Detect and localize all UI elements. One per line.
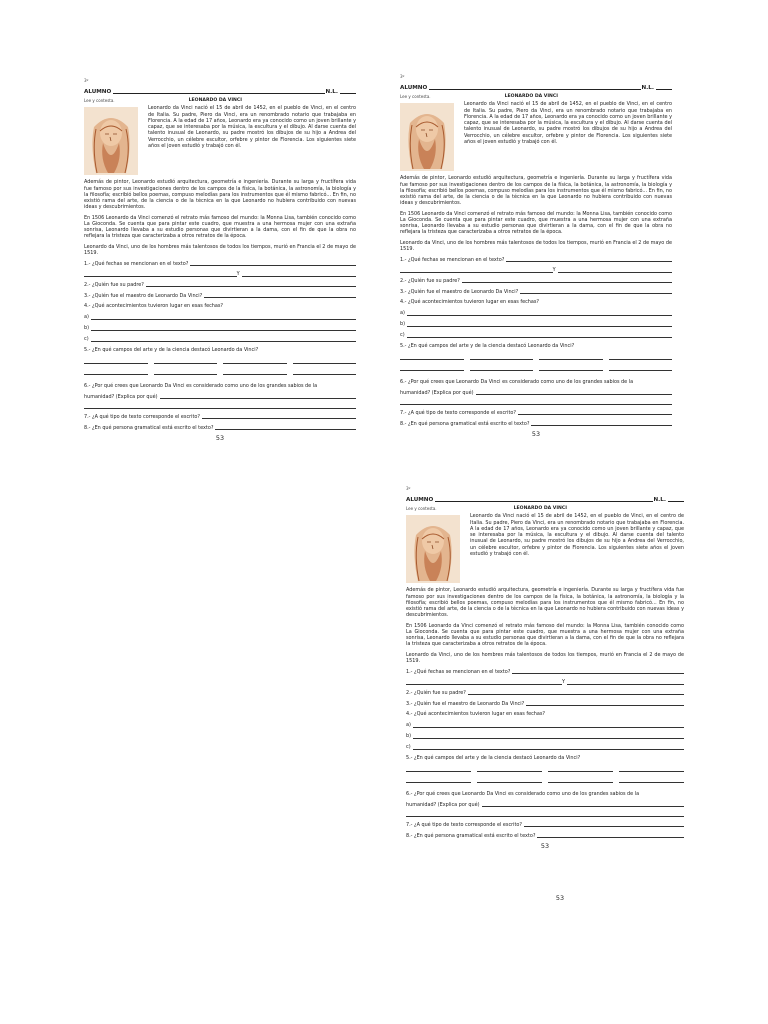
answer-line[interactable] [84, 370, 148, 375]
question-3 [406, 700, 684, 707]
question-5-text: 5.- ¿En qué campos del arte y de la ciencia destacó Leonardo da Vinci? [84, 346, 259, 353]
answer-line[interactable] [558, 267, 672, 273]
answer-line[interactable] [84, 402, 356, 409]
paragraph-1: Leonardo da Vinci nació el 15 de abril de 1452, en el pueblo de Vinci, en el centro de Italia. Su padre, Piero da Vinci, era un renombrado notario que trabajaba en Florencia. A la edad de 17 años, Leonardo era ya conocido como un joven brillante y capaz, que se interesaba por la música, la escultura y el dibujo. Al darse cuenta del talento inusual de Leonardo, su padre mostró los dibujos de su hijo a Andrea del Verrocchio, un célebre escultor, orfebre y pintor de Florencia. Los siguientes siete años el joven estudió y trabajó con él. [470, 513, 684, 557]
name-field[interactable] [113, 88, 324, 94]
question-5 [84, 347, 356, 353]
answer-line[interactable] [400, 366, 464, 371]
option-b-label: b) [84, 325, 90, 332]
question-1 [400, 256, 672, 263]
grade-label: 3º [406, 486, 411, 491]
question-2-text: 2.- ¿Quién fue su padre? [406, 690, 466, 696]
nl-field[interactable] [340, 88, 356, 94]
paragraph-3: En 1506 Leonardo da Vinci comenzó el retrato más famoso del mundo: la Monna Lisa, también conocido como La Gioconda. Se cuenta que para pintar este cuadro, que muestra a una hermosa mujer con una extraña sonrisa, Leonardo llevaba a su estudio personas que divirtieran a la dama, con el fin de que la obra no reflejara la tristeza que caracterizaba a otros retratos de la época. [406, 622, 684, 648]
question-6-cont [84, 393, 356, 400]
answer-4c [400, 332, 672, 339]
answer-line[interactable] [407, 332, 672, 338]
answer-line[interactable] [223, 359, 287, 364]
answer-1-dates [400, 267, 672, 273]
nl-field[interactable] [656, 84, 672, 90]
answer-line[interactable] [400, 355, 464, 360]
question-6 [84, 383, 356, 389]
answer-line[interactable] [477, 778, 542, 783]
paragraph-1: Leonardo da Vinci nació el 15 de abril de 1452, en el pueblo de Vinci, en el centro de Italia. Su padre, Piero da Vinci, era un renombrado notario que trabajaba en Florencia. A la edad de 17 años, Leonardo era ya conocido como un joven brillante y capaz, que se interesaba por la música, la escultura y el dibujo. Al darse cuenta del talento inusual de Leonardo, su padre mostró los dibujos de su hijo a Andrea del Verrocchio, un célebre escultor, orfebre y pintor de Florencia. Los siguientes siete años el joven estudió y trabajó con él. [464, 101, 672, 145]
answer-line[interactable] [506, 256, 672, 262]
question-6 [400, 379, 672, 385]
question-8-text: 8.- ¿En qué persona gramatical está escrito el texto? [406, 832, 536, 839]
question-8 [400, 420, 672, 427]
answer-line[interactable] [470, 355, 534, 360]
instruction: Lee y contesta. [400, 94, 431, 99]
answer-line[interactable] [242, 271, 356, 277]
leonardo-portrait [400, 103, 454, 171]
answer-line[interactable] [204, 292, 356, 298]
subheader [84, 98, 356, 104]
answer-4b [84, 325, 356, 332]
question-5-text: 5.- ¿En qué campos del arte y de la ciencia destacó Leonardo da Vinci? [406, 754, 581, 761]
grade-label: 3º [84, 78, 89, 83]
answer-4b [406, 733, 684, 740]
page-number: 53 [555, 894, 565, 902]
answer-4b [400, 321, 672, 328]
answer-line[interactable] [619, 778, 684, 783]
question-7-text: 7.- ¿A qué tipo de texto corresponde el escrito? [406, 821, 523, 828]
option-c-label: c) [84, 336, 89, 343]
answer-4a [84, 314, 356, 321]
question-4 [406, 711, 684, 717]
answer-line[interactable] [520, 288, 672, 294]
answer-line[interactable] [539, 366, 603, 371]
subheader [406, 506, 684, 512]
question-7-text: 7.- ¿A qué tipo de texto corresponde el escrito? [400, 409, 517, 416]
answer-line[interactable] [609, 355, 673, 360]
answer-1-dates [406, 679, 684, 685]
question-2-text: 2.- ¿Quién fue su padre? [400, 278, 460, 284]
answer-line[interactable] [518, 409, 672, 415]
answer-4c [406, 744, 684, 751]
y-label: Y [552, 267, 556, 273]
question-3-text: 3.- ¿Quién fue el maestro de Leonardo Da Vinci? [84, 293, 203, 299]
option-a-label: a) [400, 310, 405, 317]
paragraph-2: Además de pintor, Leonardo estudió arquitectura, geometría e ingeniería. Durante su larga y fructífera vida fue famoso por sus investigaciones dentro de los campos de la física, la botánica, la astronomía, la biología y la filosofía; escribió bellos poemas, compuso melodías para los instrumentos que él mismo fabricó... En fin, no existió rama del arte, de la ciencia o de la técnica en la que Leonardo no hubiera contribuido con nuevas ideas y descubrimientos. [406, 587, 684, 619]
paragraph-3: En 1506 Leonardo da Vinci comenzó el retrato más famoso del mundo: la Monna Lisa, también conocido como La Gioconda. Se cuenta que para pintar este cuadro, que muestra a una hermosa mujer con una extraña sonrisa, Leonardo llevaba a su estudio personas que divirtieran a la dama, con el fin de que la obra no reflejara la tristeza que caracterizaba a otros retratos de la época. [84, 214, 356, 240]
answer-line[interactable] [413, 733, 684, 739]
question-4-text: 4.- ¿Qué acontecimientos tuvieron lugar en esas fechas? [84, 303, 224, 310]
y-label: Y [236, 271, 240, 277]
answer-5-lines [406, 767, 684, 772]
question-2-text: 2.- ¿Quién fue su padre? [84, 282, 144, 288]
subheader [400, 94, 672, 100]
answer-line[interactable] [477, 767, 542, 772]
question-1-text: 1.- ¿Qué fechas se mencionan en el texto? [406, 668, 511, 675]
body-text [400, 175, 672, 252]
question-7 [84, 413, 356, 420]
question-6 [406, 791, 684, 797]
answer-5-lines [400, 366, 672, 371]
question-4-text: 4.- ¿Qué acontecimientos tuvieron lugar en esas fechas? [400, 299, 540, 306]
answer-line[interactable] [567, 679, 684, 685]
nl-label: N.L. [325, 88, 338, 95]
answer-line[interactable] [609, 366, 673, 371]
answer-line[interactable] [524, 821, 684, 827]
name-header [400, 82, 672, 91]
answer-line[interactable] [84, 271, 237, 277]
answer-5-lines [400, 355, 672, 360]
worksheet-page-number: 53 [540, 842, 550, 850]
grade-label: 3º [400, 74, 405, 79]
question-6-text-cont: humanidad? (Explica por qué) [84, 393, 158, 400]
answer-line[interactable] [154, 359, 218, 364]
option-a-label: a) [406, 722, 411, 729]
question-6-text: 6.- ¿Por qué crees que Leonardo Da Vinci es considerado como uno de los grandes sabios de la [406, 790, 640, 797]
answer-line[interactable] [406, 679, 562, 685]
worksheet-title: LEONARDO DA VINCI [504, 94, 558, 99]
answer-line[interactable] [526, 700, 684, 706]
question-2 [84, 281, 356, 288]
nl-label: N.L. [653, 496, 666, 503]
answer-line[interactable] [512, 668, 684, 674]
answer-line[interactable] [462, 277, 672, 283]
name-header [406, 494, 684, 503]
option-b-label: b) [406, 733, 412, 740]
paragraph-2: Además de pintor, Leonardo estudió arquitectura, geometría e ingeniería. Durante su larga y fructífera vida fue famoso por sus investigaciones dentro de los campos de la física, la botánica, la astronomía, la biología y la filosofía; escribió bellos poemas, compuso melodías para los instrumentos que él mismo fabricó... En fin, no existió rama del arte, de la ciencia o de la técnica en la que Leonardo no hubiera contribuido con nuevas ideas y descubrimientos. [84, 179, 356, 211]
worksheet-page-number: 53 [215, 434, 225, 442]
instruction: Lee y contesta. [84, 98, 115, 103]
name-header [84, 86, 356, 95]
answer-line[interactable] [482, 801, 684, 807]
name-field[interactable] [435, 496, 652, 502]
answer-line[interactable] [91, 325, 356, 331]
answer-line[interactable] [406, 767, 471, 772]
question-4 [400, 299, 672, 305]
intro-section [84, 105, 356, 175]
answer-line[interactable] [407, 310, 672, 316]
question-6-text: 6.- ¿Por qué crees que Leonardo Da Vinci es considerado como uno de los grandes sabios de la [400, 378, 634, 385]
question-5 [400, 343, 672, 349]
question-1-text: 1.- ¿Qué fechas se mencionan en el texto? [84, 260, 189, 267]
paragraph-2: Además de pintor, Leonardo estudió arquitectura, geometría e ingeniería. Durante su larga y fructífera vida fue famoso por sus investigaciones dentro de los campos de la física, la botánica, la astronomía, la biología y la filosofía; escribió bellos poemas, compuso melodías para los instrumentos que él mismo fabricó... En fin, no existió rama del arte, de la ciencia o de la técnica en la que Leonardo no hubiera contribuido con nuevas ideas y descubrimientos. [400, 175, 672, 207]
answer-line[interactable] [293, 370, 357, 375]
question-3-text: 3.- ¿Quién fue el maestro de Leonardo Da Vinci? [406, 701, 525, 707]
worksheet-bottom-right [406, 486, 684, 849]
alumno-label: ALUMNO [84, 88, 112, 95]
question-8 [84, 424, 356, 431]
question-5-text: 5.- ¿En qué campos del arte y de la ciencia destacó Leonardo da Vinci? [400, 342, 575, 349]
option-b-label: b) [400, 321, 406, 328]
name-field[interactable] [429, 84, 640, 90]
intro-section [400, 101, 672, 171]
alumno-label: ALUMNO [400, 84, 428, 91]
question-7 [406, 821, 684, 828]
worksheet-title: LEONARDO DA VINCI [188, 98, 242, 103]
answer-5-lines [84, 370, 356, 375]
answer-line[interactable] [619, 767, 684, 772]
paragraph-4: Leonardo da Vinci, uno de los hombres más talentosos de todos los tiempos, murió en Francia el 2 de mayo de 1519. [400, 239, 672, 252]
paragraph-4: Leonardo da Vinci, uno de los hombres más talentosos de todos los tiempos, murió en Francia el 2 de mayo de 1519. [406, 651, 684, 664]
question-6-text-cont: humanidad? (Explica por qué) [406, 801, 480, 808]
nl-label: N.L. [641, 84, 654, 91]
question-6-text: 6.- ¿Por qué crees que Leonardo Da Vinci es considerado como uno de los grandes sabios de la [84, 382, 318, 389]
answer-line[interactable] [293, 359, 357, 364]
answer-4c [84, 336, 356, 343]
answer-line[interactable] [91, 314, 356, 320]
question-2 [400, 277, 672, 284]
answer-line[interactable] [406, 778, 471, 783]
answer-line[interactable] [223, 370, 287, 375]
option-a-label: a) [84, 314, 89, 321]
question-3 [400, 288, 672, 295]
question-8 [406, 832, 684, 839]
answer-line[interactable] [548, 778, 613, 783]
answer-line[interactable] [468, 689, 684, 695]
answer-line[interactable] [539, 355, 603, 360]
worksheet-top-right [400, 74, 672, 437]
paragraph-4: Leonardo da Vinci, uno de los hombres más talentosos de todos los tiempos, murió en Francia el 2 de mayo de 1519. [84, 243, 356, 256]
answer-line[interactable] [407, 321, 672, 327]
answer-line[interactable] [160, 393, 356, 399]
worksheet-title: LEONARDO DA VINCI [513, 506, 567, 511]
question-1 [84, 260, 356, 267]
question-8-text: 8.- ¿En qué persona gramatical está escrito el texto? [84, 424, 214, 431]
answer-line[interactable] [146, 281, 356, 287]
y-label: Y [562, 679, 565, 685]
question-2 [406, 689, 684, 696]
answer-5-lines [406, 778, 684, 783]
intro-section [406, 513, 684, 583]
answer-line[interactable] [400, 267, 553, 273]
leonardo-portrait [84, 107, 138, 175]
answer-line[interactable] [476, 389, 672, 395]
nl-field[interactable] [668, 496, 684, 502]
question-7 [400, 409, 672, 416]
answer-line[interactable] [400, 398, 672, 405]
answer-line[interactable] [537, 832, 684, 838]
paragraph-3: En 1506 Leonardo da Vinci comenzó el retrato más famoso del mundo: la Monna Lisa, también conocido como La Gioconda. Se cuenta que para pintar este cuadro, que muestra a una hermosa mujer con una extraña sonrisa, Leonardo llevaba a su estudio personas que divirtieran a la dama, con el fin de que la obra no reflejara la tristeza que caracterizaba a otros retratos de la época. [400, 210, 672, 236]
question-6-text-cont: humanidad? (Explica por qué) [400, 389, 474, 396]
question-7-text: 7.- ¿A qué tipo de texto corresponde el escrito? [84, 413, 201, 420]
answer-line[interactable] [406, 810, 684, 817]
option-c-label: c) [406, 744, 411, 751]
worksheet-top-left [84, 78, 356, 441]
question-3-text: 3.- ¿Quién fue el maestro de Leonardo Da Vinci? [400, 289, 519, 295]
question-4 [84, 303, 356, 309]
answer-4a [406, 722, 684, 729]
answer-line[interactable] [154, 370, 218, 375]
answer-line[interactable] [84, 359, 148, 364]
question-1-text: 1.- ¿Qué fechas se mencionan en el texto? [400, 256, 505, 263]
answer-line[interactable] [548, 767, 613, 772]
answer-line[interactable] [91, 336, 356, 342]
question-6-cont [400, 389, 672, 396]
answer-line[interactable] [190, 260, 356, 266]
instruction: Lee y contesta. [406, 506, 437, 511]
answer-5-lines [84, 359, 356, 364]
option-c-label: c) [400, 332, 405, 339]
answer-line[interactable] [413, 744, 684, 750]
alumno-label: ALUMNO [406, 496, 434, 503]
question-6-cont [406, 801, 684, 808]
answer-line[interactable] [470, 366, 534, 371]
question-5 [406, 755, 684, 761]
question-8-text: 8.- ¿En qué persona gramatical está escrito el texto? [400, 420, 530, 427]
answer-line[interactable] [202, 413, 356, 419]
paragraph-1: Leonardo da Vinci nació el 15 de abril de 1452, en el pueblo de Vinci, en el centro de Italia. Su padre, Piero da Vinci, era un renombrado notario que trabajaba en Florencia. A la edad de 17 años, Leonardo era ya conocido como un joven brillante y capaz, que se interesaba por la música, la escultura y el dibujo. Al darse cuenta del talento inusual de Leonardo, su padre mostró los dibujos de su hijo a Andrea del Verrocchio, un célebre escultor, orfebre y pintor de Florencia. Los siguientes siete años el joven estudió y trabajó con él. [148, 105, 356, 149]
question-3 [84, 292, 356, 299]
worksheet-page-number: 53 [531, 430, 541, 438]
answer-line[interactable] [215, 424, 356, 430]
answer-1-dates [84, 271, 356, 277]
answer-line[interactable] [413, 722, 684, 728]
question-1 [406, 668, 684, 675]
answer-line[interactable] [531, 420, 672, 426]
question-4-text: 4.- ¿Qué acontecimientos tuvieron lugar en esas fechas? [406, 711, 546, 718]
body-text [406, 587, 684, 664]
answer-4a [400, 310, 672, 317]
body-text [84, 179, 356, 256]
leonardo-portrait [406, 515, 460, 583]
